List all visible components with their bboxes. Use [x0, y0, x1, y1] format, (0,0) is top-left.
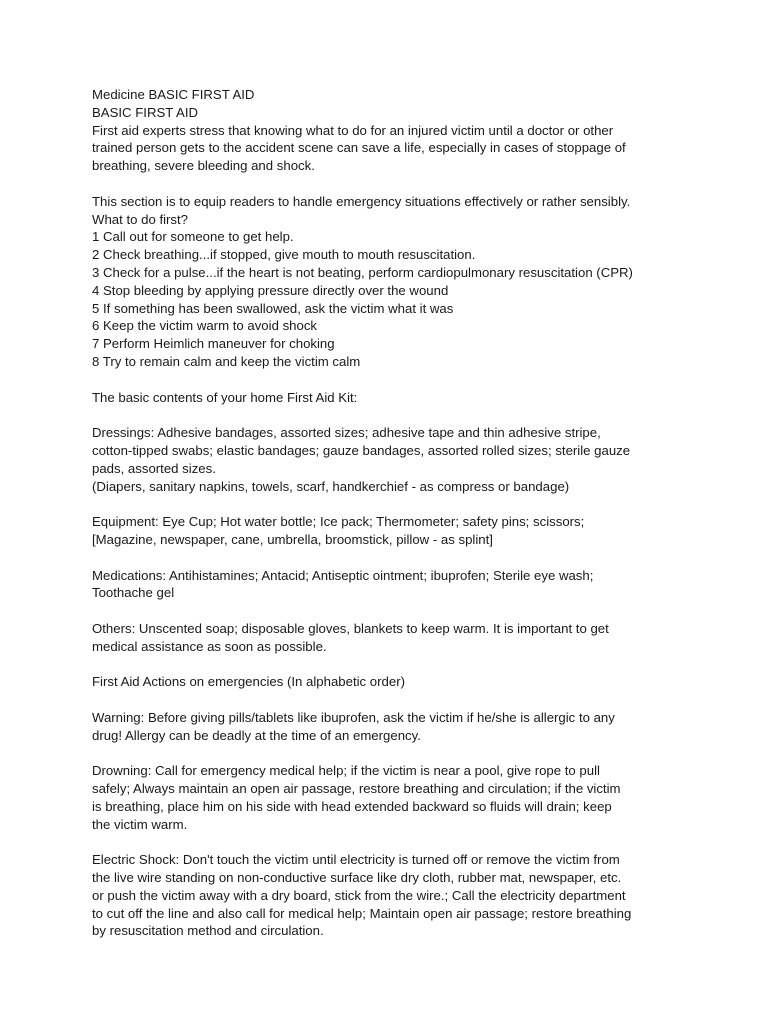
electric-shock-line: to cut off the line and also call for medical help; Maintain open air passage; restore breathing [92, 905, 632, 921]
others-line: Others: Unscented soap; disposable gloves, blankets to keep warm. It is important to get [92, 620, 609, 636]
drowning-line: Drowning: Call for emergency medical help; if the victim is near a pool, give rope to pull [92, 763, 600, 779]
others-paragraph [92, 620, 692, 656]
dressings-line: pads, assorted sizes. [92, 460, 216, 476]
electric-shock-line: by resuscitation method and circulation. [92, 923, 324, 939]
intro-paragraph [92, 122, 692, 175]
drowning-paragraph [92, 762, 692, 833]
medications-line: Medications: Antihistamines; Antacid; Antiseptic ointment; ibuprofen; Sterile eye wash; [92, 567, 594, 583]
document-title-line: Medicine BASIC FIRST AID [92, 87, 255, 102]
paragraph-gap [92, 495, 692, 513]
purpose-paragraph [92, 193, 692, 229]
paragraph-gap [92, 406, 692, 424]
dressings-paragraph [92, 424, 692, 495]
equipment-line: [Magazine, newspaper, cane, umbrella, broomstick, pillow - as splint] [92, 531, 493, 547]
step-item: 6 Keep the victim warm to avoid shock [92, 318, 318, 334]
warning-line: drug! Allergy can be deadly at the time of an emergency. [92, 727, 421, 743]
dressings-line: cotton-tipped swabs; elastic bandages; gauze bandages, assorted rolled sizes; sterile gauze [92, 442, 631, 458]
paragraph-gap [92, 833, 692, 851]
document-page [92, 86, 692, 940]
purpose-line: What to do first? [92, 211, 189, 227]
equipment-paragraph [92, 513, 692, 549]
equipment-line: Equipment: Eye Cup; Hot water bottle; Ice pack; Thermometer; safety pins; scissors; [92, 514, 585, 530]
paragraph-gap [92, 371, 692, 389]
step-item: 1 Call out for someone to get help. [92, 229, 294, 245]
kit-heading: The basic contents of your home First Aid Kit: [92, 389, 358, 405]
paragraph-gap [92, 602, 692, 620]
intro-line: trained person gets to the accident scene can save a life, especially in cases of stoppage of [92, 140, 626, 156]
electric-shock-line: the live wire standing on non-conductive surface like dry cloth, rubber mat, newspaper, etc. [92, 870, 622, 886]
paragraph-gap [92, 656, 692, 674]
electric-shock-line: Electric Shock: Don't touch the victim until electricity is turned off or remove the victim from [92, 852, 620, 868]
intro-line: First aid experts stress that knowing what to do for an injured victim until a doctor or other [92, 122, 614, 138]
step-item: 7 Perform Heimlich maneuver for choking [92, 336, 335, 352]
intro-line: breathing, severe bleeding and shock. [92, 158, 315, 174]
medications-line: Toothache gel [92, 585, 175, 601]
steps-list [92, 228, 692, 370]
paragraph-gap [92, 175, 692, 193]
step-item: 3 Check for a pulse...if the heart is not beating, perform cardiopulmonary resuscitation (CPR) [92, 264, 633, 280]
drowning-line: safely; Always maintain an open air passage, restore breathing and circulation; if the victim [92, 781, 621, 797]
step-item: 8 Try to remain calm and keep the victim calm [92, 353, 361, 369]
warning-line: Warning: Before giving pills/tablets like ibuprofen, ask the victim if he/she is allergic to any [92, 709, 615, 725]
actions-heading: First Aid Actions on emergencies (In alphabetic order) [92, 674, 405, 690]
others-line: medical assistance as soon as possible. [92, 638, 327, 654]
drowning-line: the victim warm. [92, 816, 188, 832]
medications-paragraph [92, 567, 692, 603]
document-heading: BASIC FIRST AID [92, 104, 199, 120]
step-item: 2 Check breathing...if stopped, give mouth to mouth resuscitation. [92, 247, 476, 263]
warning-paragraph [92, 709, 692, 745]
step-item: 4 Stop bleeding by applying pressure directly over the wound [92, 282, 449, 298]
drowning-line: is breathing, place him on his side with head extended backward so fluids will drain; keep [92, 798, 612, 814]
paragraph-gap [92, 744, 692, 762]
paragraph-gap [92, 549, 692, 567]
dressings-line: Dressings: Adhesive bandages, assorted sizes; adhesive tape and thin adhesive stripe, [92, 425, 601, 441]
electric-shock-line: or push the victim away with a dry board, stick from the wire.; Call the electricity department [92, 887, 626, 903]
step-item: 5 If something has been swallowed, ask the victim what it was [92, 300, 454, 316]
dressings-line: (Diapers, sanitary napkins, towels, scarf, handkerchief - as compress or bandage) [92, 478, 570, 494]
electric-shock-paragraph [92, 851, 692, 940]
purpose-line: This section is to equip readers to handle emergency situations effectively or rather sensibly. [92, 193, 631, 209]
paragraph-gap [92, 691, 692, 709]
